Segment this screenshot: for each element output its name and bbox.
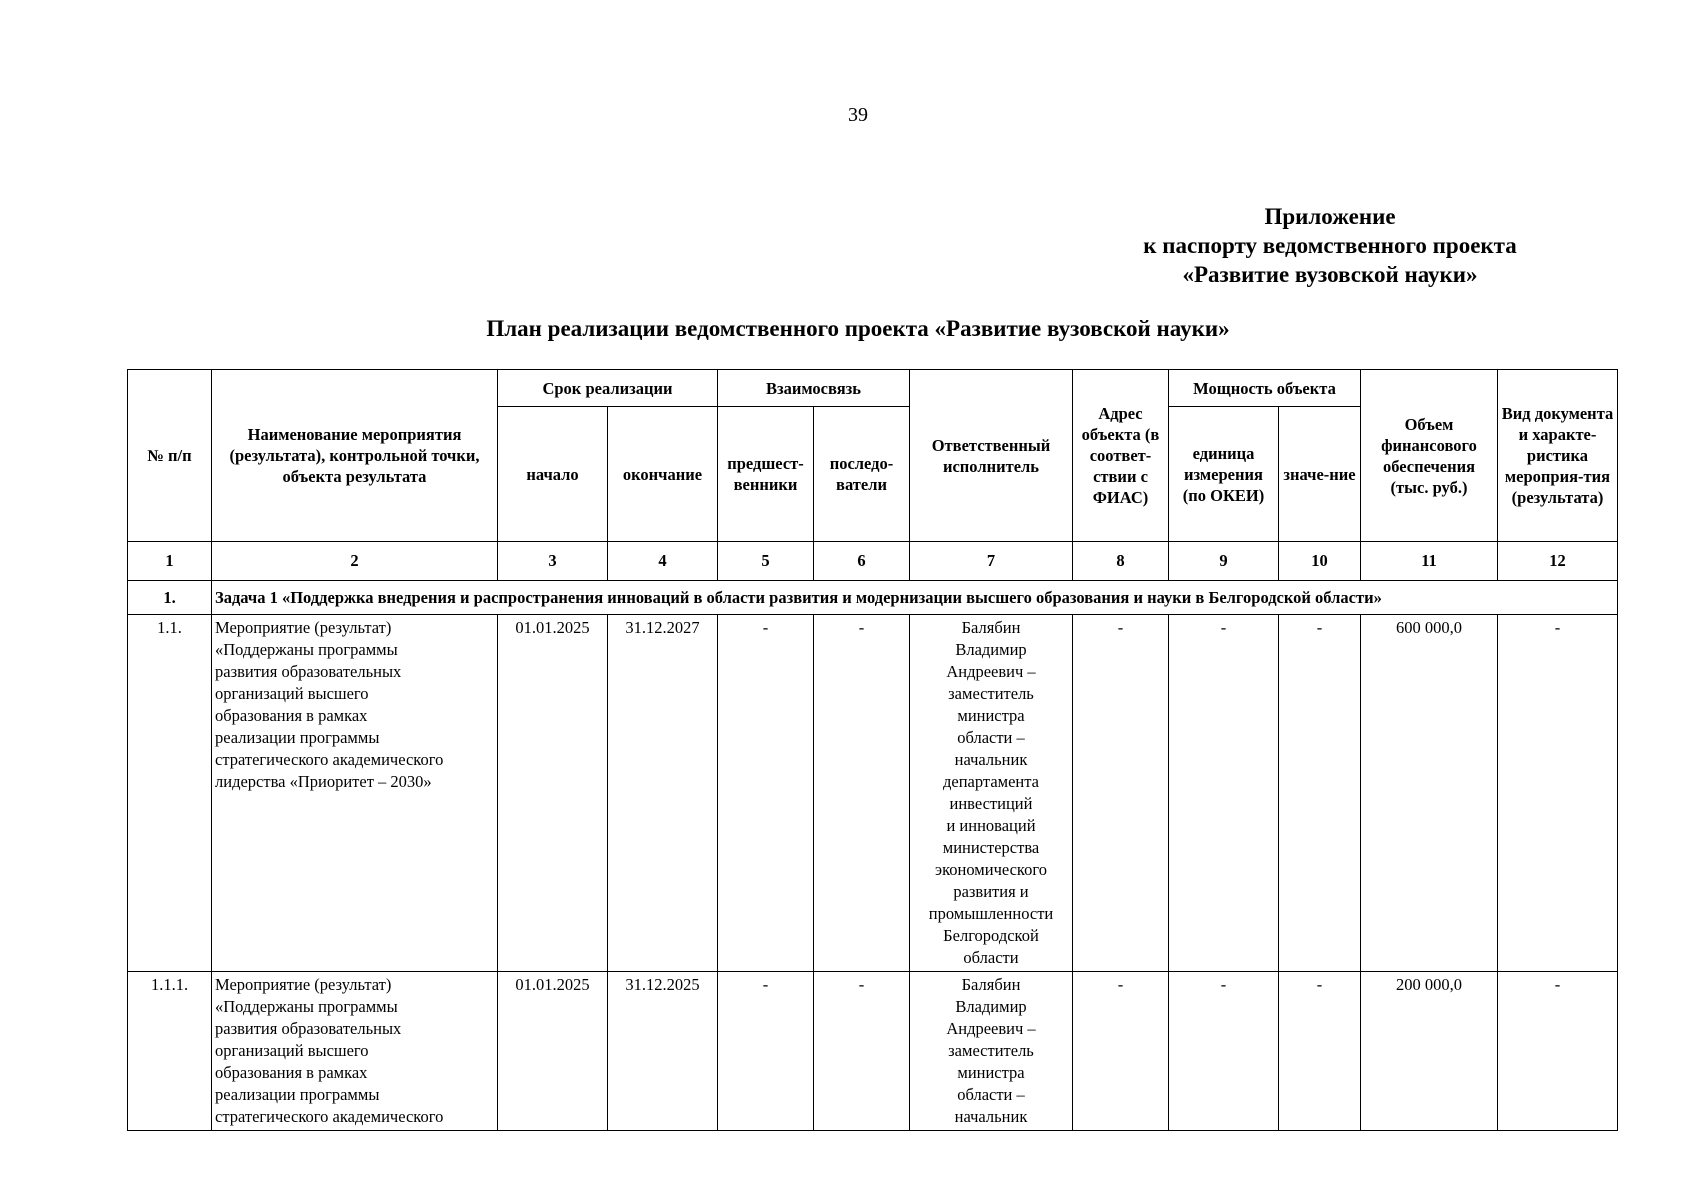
- row-executor-line: промышленности: [928, 904, 1054, 923]
- row-name-line: реализации программы: [215, 728, 380, 747]
- row-name-line: образования в рамках: [215, 706, 368, 725]
- row-executor-line: Андреевич –: [946, 662, 1036, 681]
- row-doc-type: -: [1498, 615, 1618, 972]
- appendix-line-2: к паспорту ведомственного проекта: [1143, 233, 1517, 258]
- row-executor: [910, 972, 1073, 1131]
- row-name-line: стратегического академического: [215, 750, 444, 769]
- header-address: Адрес объекта (в соответ-ствии с ФИАС): [1073, 370, 1169, 542]
- row-name-line: развития образовательных: [215, 1019, 402, 1038]
- row-executor-line: области –: [957, 728, 1025, 747]
- row-executor-line: экономического: [935, 860, 1047, 879]
- appendix-line-3: «Развитие вузовской науки»: [1182, 262, 1478, 287]
- row-executor-line: области: [963, 948, 1019, 967]
- table-row: [128, 615, 1618, 972]
- row-executor-line: министра: [957, 1063, 1025, 1082]
- row-value: -: [1279, 972, 1361, 1131]
- column-number: 5: [718, 542, 814, 581]
- header-successors: последо-ватели: [814, 407, 910, 542]
- row-name: [212, 972, 498, 1131]
- row-executor-line: министра: [957, 706, 1025, 725]
- row-name-line: «Поддержаны программы: [215, 997, 398, 1016]
- row-name-line: Мероприятие (результат): [215, 618, 392, 637]
- header-relation: Взаимосвязь: [718, 370, 910, 407]
- task-num: 1.: [128, 581, 212, 615]
- row-name-line: реализации программы: [215, 1085, 380, 1104]
- appendix-header: [1090, 202, 1570, 289]
- row-unit: -: [1169, 615, 1279, 972]
- appendix-line-1: Приложение: [1264, 204, 1396, 229]
- header-num: № п/п: [128, 370, 212, 542]
- header-value: значе-ние: [1279, 407, 1361, 542]
- row-name-line: развития образовательных: [215, 662, 402, 681]
- row-predecessors: -: [718, 615, 814, 972]
- header-unit: единица измерения (по ОКЕИ): [1169, 407, 1279, 542]
- row-executor-line: Балябин: [961, 975, 1021, 994]
- row-successors: -: [814, 615, 910, 972]
- row-unit: -: [1169, 972, 1279, 1131]
- header-period: Срок реализации: [498, 370, 718, 407]
- header-start: начало: [498, 407, 608, 542]
- row-doc-type: -: [1498, 972, 1618, 1131]
- row-executor-line: заместитель: [948, 684, 1034, 703]
- row-start: 01.01.2025: [498, 972, 608, 1131]
- row-executor-line: инвестиций: [949, 794, 1033, 813]
- row-executor-line: департамента: [943, 772, 1039, 791]
- header-funding: Объем финансового обеспечения (тыс. руб.): [1361, 370, 1498, 542]
- row-executor-line: начальник: [954, 750, 1028, 769]
- row-name-line: лидерства «Приоритет – 2030»: [215, 772, 432, 791]
- header-executor: Ответственный исполнитель: [910, 370, 1073, 542]
- row-executor-line: развития и: [953, 882, 1029, 901]
- table-row: [128, 972, 1618, 1131]
- column-number: 2: [212, 542, 498, 581]
- row-address: -: [1073, 972, 1169, 1131]
- row-end: 31.12.2025: [608, 972, 718, 1131]
- plan-table: [127, 369, 1618, 1131]
- header-capacity: Мощность объекта: [1169, 370, 1361, 407]
- row-executor-line: Балябин: [961, 618, 1021, 637]
- page-number: 39: [848, 104, 868, 126]
- task-row: [128, 581, 1618, 615]
- column-number: 10: [1279, 542, 1361, 581]
- row-num: 1.1.: [128, 615, 212, 972]
- column-number: 11: [1361, 542, 1498, 581]
- row-executor-line: министерства: [942, 838, 1040, 857]
- row-name-line: организаций высшего: [215, 684, 369, 703]
- column-number: 1: [128, 542, 212, 581]
- row-executor-line: Андреевич –: [946, 1019, 1036, 1038]
- row-executor-line: Владимир: [955, 997, 1027, 1016]
- row-address: -: [1073, 615, 1169, 972]
- row-funding: 200 000,0: [1361, 972, 1498, 1131]
- column-number: 4: [608, 542, 718, 581]
- column-number: 6: [814, 542, 910, 581]
- row-successors: -: [814, 972, 910, 1131]
- column-number: 3: [498, 542, 608, 581]
- header-doc-type: Вид документа и характе-ристика мероприя-тия (результата): [1498, 370, 1618, 542]
- header-end: окончание: [608, 407, 718, 542]
- row-executor-line: заместитель: [948, 1041, 1034, 1060]
- row-name-line: образования в рамках: [215, 1063, 368, 1082]
- header-predecessors: предшест-венники: [718, 407, 814, 542]
- plan-title: План реализации ведомственного проекта «Развитие вузовской науки»: [486, 316, 1230, 341]
- row-funding: 600 000,0: [1361, 615, 1498, 972]
- row-num: 1.1.1.: [128, 972, 212, 1131]
- row-name-line: организаций высшего: [215, 1041, 369, 1060]
- row-executor: [910, 615, 1073, 972]
- row-executor-line: Белгородской: [943, 926, 1039, 945]
- row-executor-line: и инноваций: [946, 816, 1036, 835]
- column-number: 7: [910, 542, 1073, 581]
- row-value: -: [1279, 615, 1361, 972]
- row-executor-line: области –: [957, 1085, 1025, 1104]
- row-name-line: Мероприятие (результат): [215, 975, 392, 994]
- row-executor-line: начальник: [954, 1107, 1028, 1126]
- column-number: 8: [1073, 542, 1169, 581]
- header-name: Наименование мероприятия (результата), контрольной точки, объекта результата: [212, 370, 498, 542]
- row-start: 01.01.2025: [498, 615, 608, 972]
- column-number: 9: [1169, 542, 1279, 581]
- column-number: 12: [1498, 542, 1618, 581]
- row-name-line: «Поддержаны программы: [215, 640, 398, 659]
- row-name: [212, 615, 498, 972]
- task-text: Задача 1 «Поддержка внедрения и распространения инноваций в области развития и модернизации высшего образования и науки в Белгородской области»: [212, 581, 1618, 615]
- row-end: 31.12.2027: [608, 615, 718, 972]
- row-executor-line: Владимир: [955, 640, 1027, 659]
- row-name-line: стратегического академического: [215, 1107, 444, 1126]
- row-predecessors: -: [718, 972, 814, 1131]
